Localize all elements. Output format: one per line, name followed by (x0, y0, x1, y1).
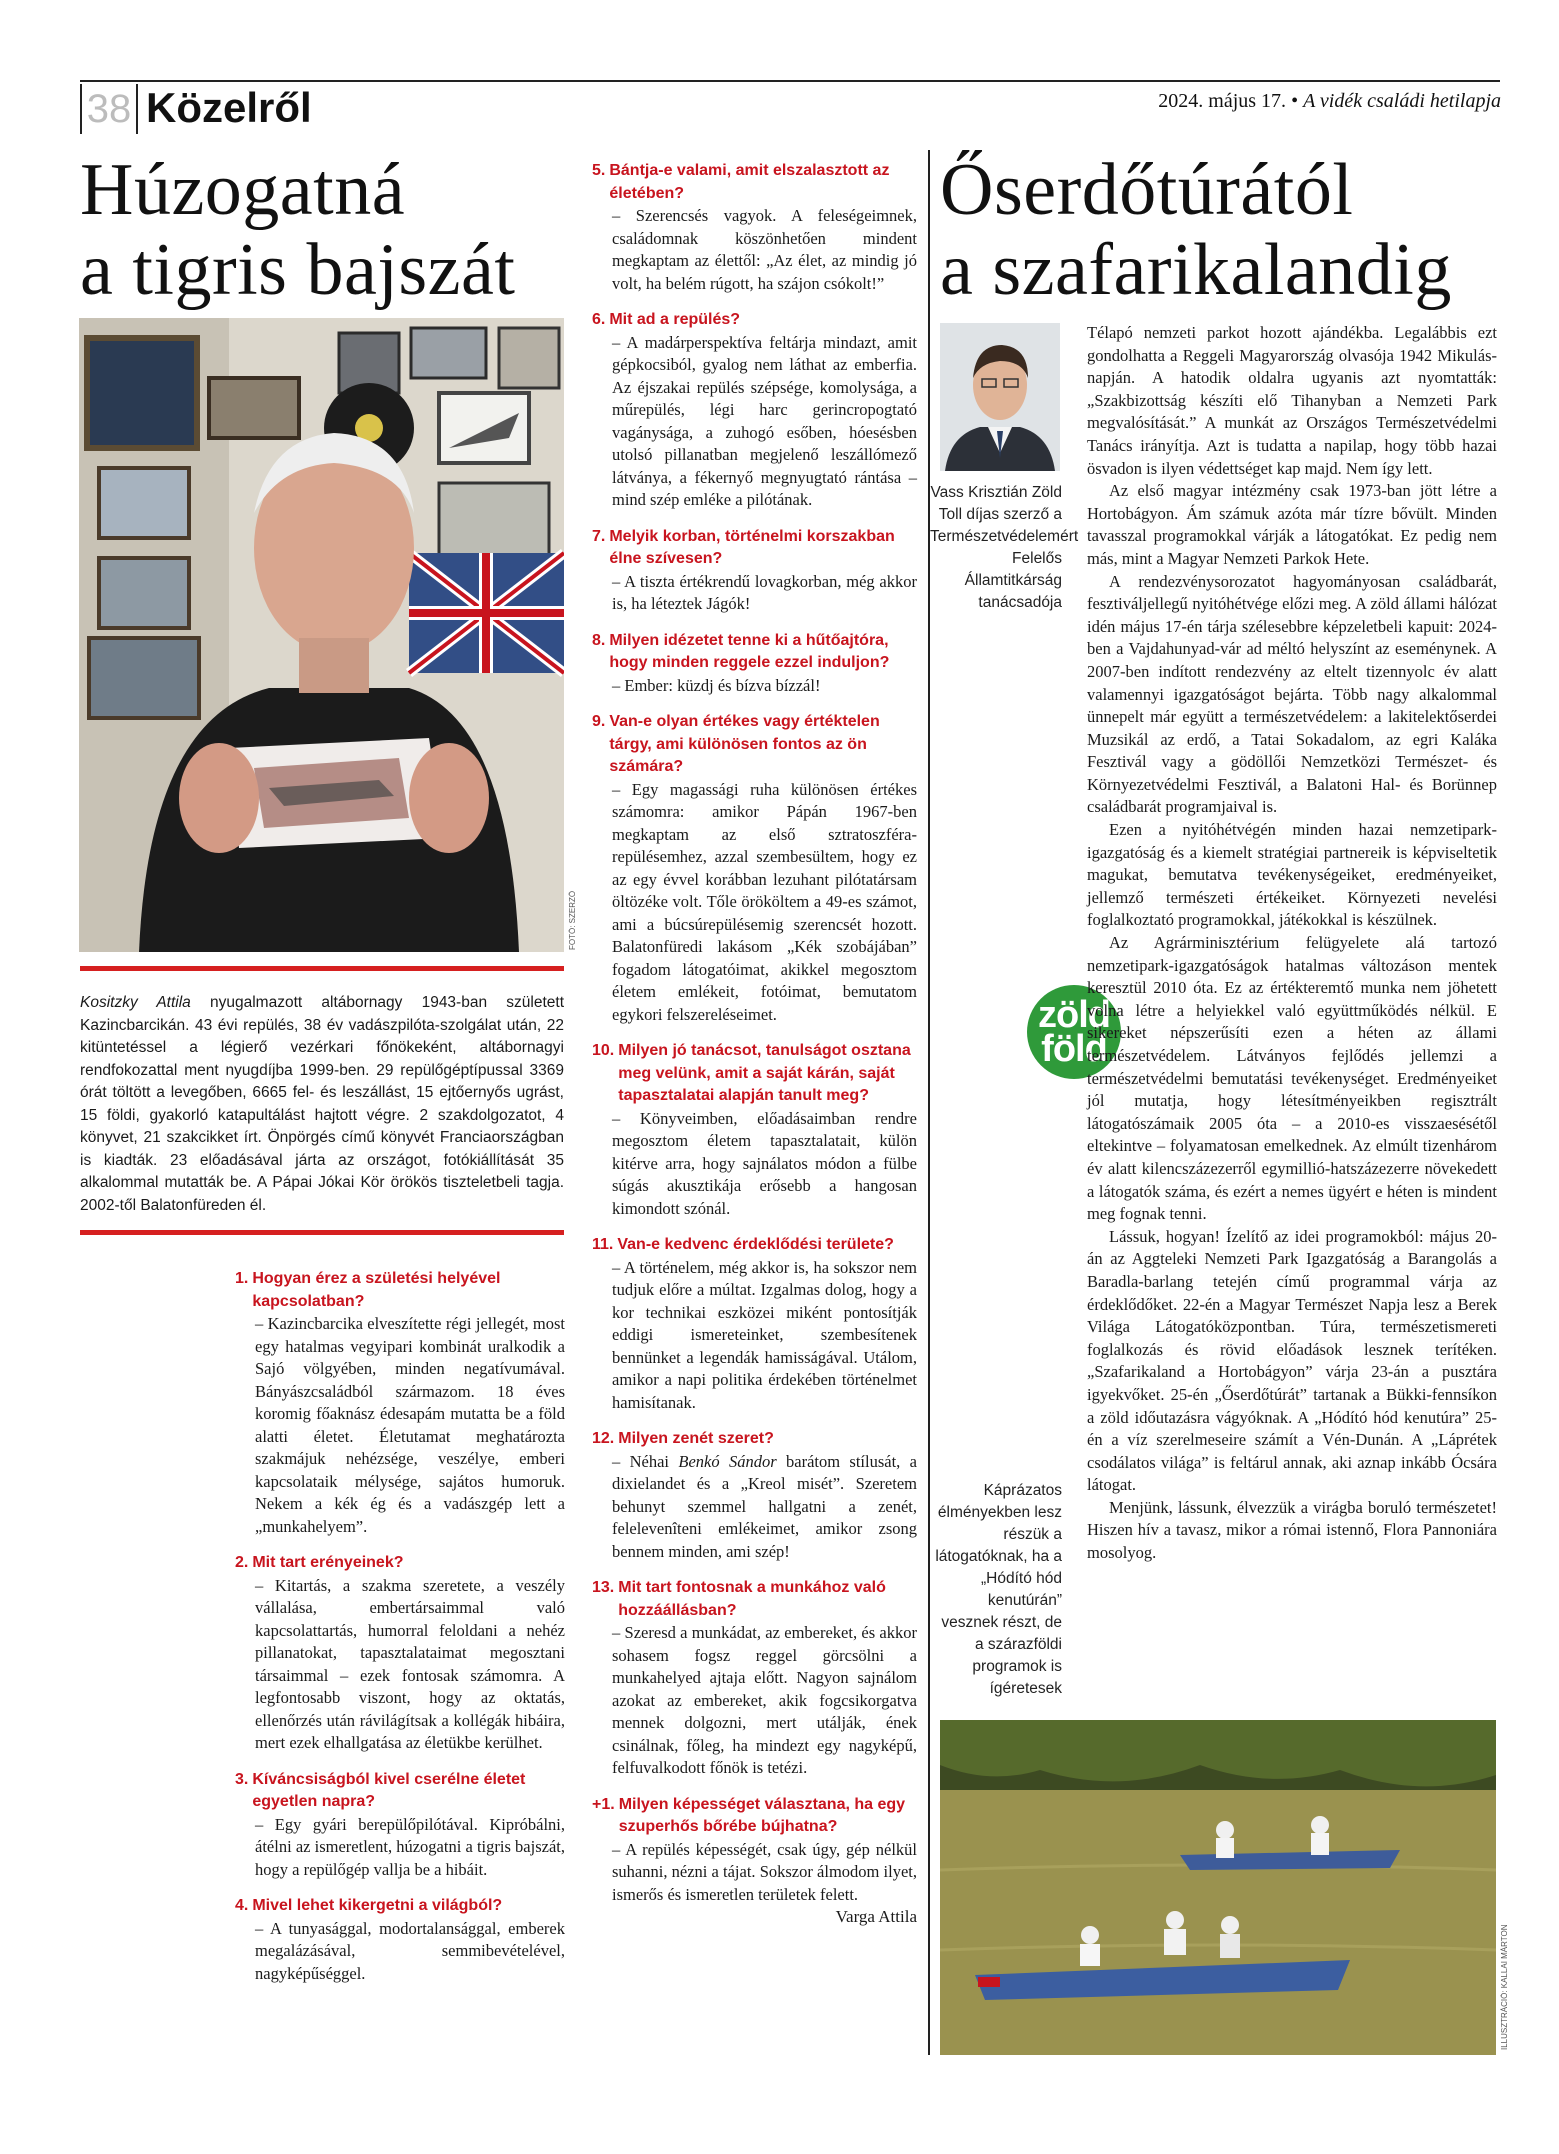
paragraph: Lássuk, hogyan! Ízelítő az idei programokból: május 20-án az Aggteleki Nemzeti Park Igazgatóság a Barangolás a Baradla-barlang tetején című programmal várja az érdeklődőket. 22-én a Magyar Természet Napja lesz a Berek Világa Látogatóközpontban. Túra, természetismereti foglalkozás és rövid előadások lesznek terítéken. „Szafarikaland a Hortobágyon” várja 23-án a pusztára igyekvőket. 25-én „Őserdőtúrát” tartanak a Bükki-fennsíkon a zöld időutazásra vágyóknak. A „Hódító hód kenutúra” 25-én a víz szerelmeseire számít a Vén-Dunán. A „Láprétek csodálatos világa” is feltárul annak, aki aznap inkább Ócsára látogat. (1087, 1226, 1497, 1495)
qa-question: Van-e kedvenc érdeklődési területe? (617, 1236, 894, 1253)
paragraph: Az Agrárminisztérium felügyelete alá tartozó nemzetipark-igazgatóságok hatalmas változáson mentek keresztül 2010 óta. Ez az értékteremtő munka nem jöhetett volna létre a helyiekkel való együttműködés nélkül. E sikereket népszerűsíti ezen a héten az állami természetvédelem. Látványos fejlődés jellemzi a természetvédelmi bemutatási tevékenységet. Eredményeiket jól mutatja, hogy létesítményeikben regisztrált látogatószámaik 2005 óta – a 2010-es visszaesésétől eltekintve – folyamatosan emelkednek. Az elmúlt tizenhárom év alatt kilencszázezerről egymillió-hatszázezerre növekedett a látogatók száma, és ezért a nemes ügyért e héten is mindent meg fognak tenni. (1087, 933, 1497, 1224)
dateline (1158, 88, 1501, 114)
tagline: A vidék családi hetilapja (1303, 90, 1501, 112)
bio-name: Kositzky Attila (80, 994, 191, 1011)
qa-answer-name: Benkó Sándor (678, 1451, 777, 1471)
paragraph: Télapó nemzeti parkot hozott ajándékba. Legalábbis ezt gondolhatta a Reggeli Magyarország olvasója 1942 Mikulás-napján. A hatodik oldalra ugyanis azt nyomtatták: „Szakbizottság készíti elő Tihanyban a Nemzeti Park megvalósítását.” A munkát az Országos Természetvédelmi Tanács irányítja. Azt is tudatta a napilap, hogy több hazai ösvadon is ilyen védettséget kap majd. Nem így lett. (1087, 323, 1497, 478)
qa-number: +1. (592, 1795, 615, 1813)
pull-quote: Káprázatos élményekben lesz részük a látogatóknak, ha a „Hódító hód kenutúrán” vesznek részt, de a szárazföldi programok is ígéretesek (935, 1482, 1062, 1697)
qa-question: Milyen képességet választana, ha egy szuperhős bőrébe bújhatna? (618, 1795, 906, 1835)
qa-item-10 (592, 1040, 917, 1220)
qa-answer (592, 1451, 917, 1564)
author-signature: Varga Attila (835, 1907, 917, 1926)
qa-question: Mit tart erényeinek? (252, 1554, 404, 1571)
left-article-title (80, 150, 570, 310)
qa-question: Melyik korban, történelmi korszakban élne szívesen? (609, 527, 895, 567)
canoe-illustration (940, 1720, 1496, 2055)
qa-number: 13. (592, 1579, 615, 1596)
qa-item-13 (592, 1577, 917, 1780)
portrait-photo (79, 318, 564, 952)
qa-answer: – Szeresd a munkádat, az embereket, és akkor sohasem fogsz reggel görcsölni a munkahelyed ajtaja előtt. Nagyon sajnálom azokat az embereket, akik fogcsikorgatva mennek dolgozni, mert utálják, ének csinálnak, főleg, ha mindezt egy nagyképű, felfuvalkodott főnök is tetézi. (612, 1623, 917, 1777)
qa-item-12 (592, 1428, 917, 1563)
qa-number: 2. (235, 1554, 249, 1571)
qa-answer: – Szerencsés vagyok. A feleségeimnek, családomnak köszönhetően mindent megkaptam az élettől: „Az élet, az mindig jó volt, ha belém rúgott, ha szájon csókolt!” (612, 206, 917, 293)
qa-number: 4. (235, 1897, 249, 1914)
qa-answer: – A tunyasággal, modortalansággal, emberek megalázásával, semmibevételével, nagyképűséggel. (255, 1918, 565, 1983)
right-title-line1: Őserdőtúrától (940, 149, 1354, 231)
qa-answer: – Könyveimben, előadásaimban rendre megosztom életem tapasztalatait, külön kitérve arra, hogy sajnálatos módon a fülbe súgás akusztikája erősebb a hangosan kimondott szónál. (612, 1108, 917, 1218)
left-title-line1: Húzogatná (80, 149, 406, 231)
qa-item-1 (235, 1268, 565, 1538)
issue-date: 2024. május 17. (1158, 90, 1287, 112)
qa-number: 10. (592, 1042, 615, 1059)
qa-number: 11. (592, 1236, 614, 1253)
qa-question: Kíváncsiságból kivel cserélne életet egyetlen napra? (252, 1770, 526, 1810)
qa-number: 5. (592, 162, 606, 179)
left-photo-credit: FOTÓ: SZERZŐ (568, 890, 577, 950)
qa-answer: – A repülés képességét, csak úgy, gép nélkül suhanni, nézni a tájat. Sokszor álmodom ilyet, ismerős és ismeretlen területek felett. (612, 1839, 917, 1904)
qa-item-7 (592, 526, 917, 616)
qa-answer: – Kitartás, a szakma szeretete, a veszély vállalása, embertársaimmal való kapcsolattartás, humorral feloldani a nehéz pillanatokat, tapasztalataimat megosztani társaimmal – ezek fontosak számomra. A legfontosabb viszont, hogy az oktatás, ellenőrzés után rávilágítsak a kollégák hibáira, mert ezek elhallgatása az életükbe kerülhet. (255, 1575, 565, 1752)
qa-number: 1. (235, 1270, 249, 1287)
qa-number: 7. (592, 527, 606, 545)
qa-item-4 (235, 1895, 565, 1985)
qa-question: Van-e olyan értékes vagy értéktelen tárgy, ami különösen fontos az ön számára? (609, 713, 880, 775)
paragraph: Menjünk, lássunk, élvezzük a virágba boruló természetet! Hiszen hív a tavasz, mikor a római istennő, Flora Pannoniára mosolyog. (1087, 1497, 1497, 1563)
column-divider (928, 150, 930, 2055)
right-article-body (1087, 322, 1497, 1565)
qa-answer: – Egy gyári berepülőpilótával. Kipróbálni, átélni az ismeretlent, húzogatni a tigris bajszát, hogy a repülőgép vallja be a hibáit. (255, 1814, 565, 1879)
page-number: 38 (80, 84, 138, 134)
qa-question: Milyen idézetet tenne ki a hűtőajtóra, hogy minden reggele ezzel induljon? (609, 631, 890, 671)
qa-column-1 (235, 1268, 565, 1999)
bio-top-bar (80, 966, 564, 971)
qa-item-2 (235, 1552, 565, 1755)
qa-number: 6. (592, 311, 606, 328)
paragraph: Az első magyar intézmény csak 1973-ban jött létre a Hortobágyon. Ám számuk azóta már tízre bővült. Minden tavasszal programokkal várják a látogatókat. Ez pedig nem más, mint a Magyar Nemzeti Parkok Hete. (1087, 481, 1497, 568)
author-caption: Vass Krisztián Zöld Toll díjas szerző a Természetvédelemért Felelős Államtitkárság tanácsadója (930, 484, 1079, 611)
qa-number: 12. (592, 1430, 615, 1447)
qa-item-8 (592, 630, 917, 698)
qa-number: 8. (592, 631, 606, 649)
canoe-photo (940, 1720, 1496, 2055)
qa-number: 9. (592, 713, 606, 730)
headshot-illustration (940, 323, 1060, 471)
section-title: Közelről (146, 84, 312, 131)
qa-answer: – Kazincbarcika elveszítette régi jellegét, most egy hatalmas vegyipari kombinát uralkodik a Sajó völgyében, minden negatívumával. Bányászcsaládból származom. 18 éves koromig főaknász édesapám mutatta be a föld alatti életet. Életutamat meghatározta szakmájuk nehézsége, veszélye, emberi kapcsolataik mélysége, sajátos humoruk. Nekem a kék ég és a vadászgép lett a „munkahelyem”. (255, 1314, 565, 1536)
qa-question: Milyen jó tanácsot, tanulságot osztana meg velünk, amit a saját kárán, saját tapasztalatai alapján tanult meg? (618, 1042, 911, 1104)
qa-column-2 (592, 160, 917, 1929)
bio-bottom-bar (80, 1230, 564, 1235)
qa-answer: – Ember: küzdj és bízva bízzál! (612, 675, 821, 695)
bio-box (80, 992, 564, 1217)
qa-answer: – Egy magassági ruha különösen értékes számomra: amikor Pápán 1967-ben megkaptam az első sztratoszféra-repülésemhez, azzal szembesültem, hogy ez az egy évvel korábban lezuhant pilótatársam öltözéke volt. Tőle örököltem a 49-es számot, ami a búcsúrepülésemig szerencsét hozott. Balatonfüredi lakásom „Kék szobájában” fogadom látogatóimat, akikkel megosztom életem emlékeit, fotóimat, bemutatom egykori felszereléseimet. (612, 779, 917, 1024)
paragraph: A rendezvénysorozatot hagyományosan családbarát, fesztiváljellegű nyitóhétvége előzi meg. A zöld állami hálózat idén május 17-én tárja szélesebbre képzeletbeli kapuit: 2024-ben a Vajdahunyad-vár ad méltó helyszínt az eseménynek. A 2007-ben indított rendezvény az eltelt tizennyolc év alatt valamennyi igazgatóságot bejárta. Több nagy alkalommal ünnepelt már együtt a természetvédelem: a lakitelektőserdei Muzsikál az erdő, a Tatai Sokadalom, az egri Kaláka Fesztivál vagy a gödöllői Nemzetközi Természet- és Környezetvédelmi Fesztivál, a Balatoni Hal- és Borünnep családbarát programjaival is. (1087, 571, 1497, 817)
qa-answer-pre: – Néhai (612, 1451, 679, 1471)
qa-item-9 (592, 711, 917, 1026)
qa-answer-rest: barátom stílusát, a dixielandet és a „Kreol misét”. Szeretem behunyt szemmel hallgatni a zenét, felelevenîteni emlékeimet, amikor zsong bennem minden, ami szép! (612, 1451, 917, 1561)
qa-item-bonus (592, 1794, 917, 1907)
qa-item-6 (592, 309, 917, 512)
left-title-line2: a tigris bajszát (80, 229, 516, 311)
qa-question: Milyen zenét szeret? (618, 1430, 774, 1447)
qa-question: Mit tart fontosnak a munkához való hozzáállásban? (618, 1579, 886, 1619)
qa-answer: – A tiszta értékrendű lovagkorban, még akkor is, ha léteztek Jágók! (612, 571, 917, 613)
qa-question: Mit ad a repülés? (609, 311, 741, 328)
qa-answer: – A történelem, még akkor is, ha sokszor nem tudjuk előre a múltat. Izgalmas dolog, hogy a kor technikai eszközei miként pontosítják eddigi ismereteinket, szembesítenek bennünket a legendák hamisságával. Utálom, amikor a napi politika érdekében történelmet hamisítanak. (612, 1257, 917, 1412)
badge-line1: zöld (1038, 994, 1110, 1036)
date-separator: • (1291, 90, 1299, 112)
qa-item-5 (592, 160, 917, 295)
right-photo-credit: ILLUSZTRÁCIÓ: KALLAI MÁRTON (1500, 1924, 1509, 2050)
qa-question: Hogyan érez a születési helyével kapcsolatban? (252, 1270, 501, 1310)
qa-question: Mivel lehet kikergetni a világból? (252, 1897, 503, 1914)
qa-item-11 (592, 1234, 917, 1414)
paragraph: Ezen a nyitóhétvégén minden hazai nemzetipark-igazgatóság és a kiemelt stratégiai partnereik is képviseltetik magukat, bemutatva tevékenységeiket, eredményeiket, jellemző természeti értékeiket. Környezeti nevelési foglalkoztató programokkal, játékokkal is készülnek. (1087, 820, 1497, 930)
qa-item-3 (235, 1769, 565, 1882)
portrait-illustration (79, 318, 564, 952)
qa-number: 3. (235, 1770, 249, 1788)
right-title-line2: a szafarikalandig (940, 229, 1452, 311)
bio-text: nyugalmazott altábornagy 1943-ban született Kazincbarcikán. 43 évi repülés, 38 év vadászpilóta-szolgálat után, 22 kitüntetéssel a légierő vezérkari főnökeként, altábornagyi rendfokozattal ment nyugdíjba 1999-ben. 29 repülőgéptípussal 3369 órát töltött a levegőben, 6665 fel- és leszállást, 15 ejtőernyős ugrást, 15 földi, gyakorló katapultálást hajtott végre. 2 szakdolgozatot, 4 könyvet, 21 szakcikket írt. Önpörgés című könyvét Franciaországban is kiadták. 23 előadásával járta az országot, fotókiállítását 35 alkalommal mutatták be. A Pápai Jókai Kör örökös tiszteletbeli tagja. 2002-től Balatonfüreden él. (80, 994, 564, 1214)
badge-line2: föld (1041, 1028, 1107, 1070)
right-article-title (940, 150, 1500, 310)
qa-question: Bántja-e valami, amit elszalasztott az életében? (609, 162, 890, 202)
author-headshot (940, 323, 1060, 471)
qa-answer: – A madárperspektíva feltárja mindazt, amit gépkocsiból, gyalog nem láthat az emberfia. Az éjszakai repülés szépsége, komolysága, a műrepülés, légi harc gerincropogtató vagánysága, a zuhogó esőben, hóesésben utolsó pillanatban megjelenő leszállómező látványa, a fékernyő megnyugtató rántása – mind szép emléke a pilótának. (612, 332, 917, 509)
